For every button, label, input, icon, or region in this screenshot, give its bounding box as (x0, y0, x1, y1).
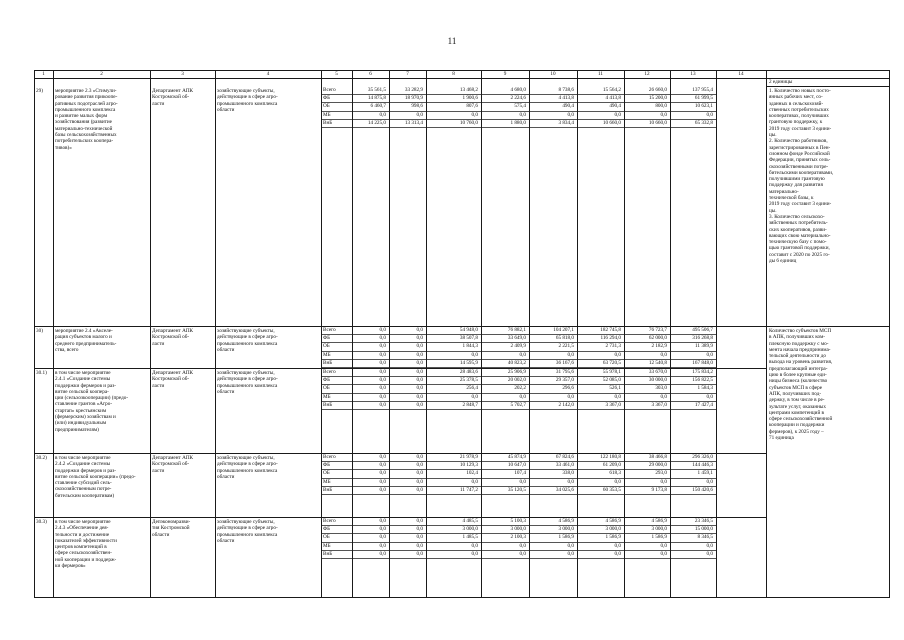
measure-name: в том числе мероприятие 2.4.2 «Создание системы поддержки фермеров и раз- витие сельской кооперации» (предо- ставление субсидий сель- скохозяйственным потре- бительским кооперативам) (55, 455, 136, 499)
amount-cell: 63 720,5 (602, 359, 621, 366)
amount-cell: 0,0 (567, 393, 574, 400)
amount-cell: 55 978,1 (602, 369, 621, 375)
amount-cell: 256,4 (466, 385, 478, 392)
funding-source-label: МБ (323, 351, 331, 358)
indicator-note-border (766, 86, 890, 87)
amount-cell: 495 506,7 (692, 327, 713, 333)
amount-cell: 0,0 (416, 369, 423, 375)
funding-source-label: ОБ (323, 470, 330, 477)
amount-cell: 31 795,6 (555, 369, 574, 375)
measure-name: мероприятие 2.4 «Акселе- рация субъектов малого и среднего предприниматель- ства, всего (55, 328, 117, 353)
amount-cell: 0,0 (379, 542, 386, 549)
funding-source-label: ФБ (323, 95, 331, 102)
table-bottom-border (34, 597, 890, 598)
amount-cell: 1 586,9 (605, 534, 621, 541)
amount-cell: 2 221,5 (558, 343, 574, 350)
amount-cell: 0,0 (519, 393, 526, 400)
amount-cell: 0,0 (379, 462, 386, 469)
amount-cell: 1 584,3 (697, 385, 713, 392)
row-number: 30) (36, 328, 43, 334)
amount-cell: 0,0 (519, 542, 526, 549)
funding-source-label: ВнБ (323, 359, 333, 366)
amount-cell: 76 723,7 (648, 327, 667, 333)
amount-cell: 33 461,0 (555, 462, 574, 469)
amount-cell: 0,0 (614, 550, 621, 557)
amount-cell: 1 586,9 (558, 534, 574, 541)
amount-cell: 575,4 (514, 103, 526, 110)
amount-cell: 2 224,6 (510, 95, 526, 102)
funding-source-label: МБ (323, 393, 331, 400)
amount-cell: 104 207,1 (553, 327, 574, 333)
header-cell: 12 (644, 71, 650, 77)
amount-cell: 0,0 (471, 542, 478, 549)
indicator-note: 2 единицы (769, 79, 793, 85)
amount-cell: 76 882,1 (507, 327, 526, 333)
indicator-text: Количество субъектов МСП в АПК, получивших ком- плексную поддержку с мо- мента начала предпринима- тельской деятельности до выхода на уровень развития, предполагающий интегра- цию в более крупные еди- ницы бизнеса (количество субъектов МСП в сфере АПК, получивших под- держку, в том числе в ре- зультате услуг, оказанных центрами компетенций в сфере сельскохозяйственной кооперации и поддержки фермеров), к 2025 году – 71 единица (769, 328, 833, 442)
executor: Департамент АПК Костромской об- ласти (152, 370, 194, 389)
amount-cell: 13 313,4 (404, 119, 423, 126)
funding-source-label: ВнБ (323, 119, 333, 126)
amount-cell: 0,0 (416, 478, 423, 485)
amount-cell: 0,0 (519, 351, 526, 358)
amount-cell: 0,0 (567, 351, 574, 358)
executor: Департамент АПК Костромской об- ласти (152, 328, 194, 347)
amount-cell: 65 332,8 (694, 119, 713, 126)
amount-cell: 0,0 (567, 550, 574, 557)
amount-cell: 4 586,9 (651, 518, 667, 524)
header-cell: 4 (266, 71, 270, 77)
amount-cell: 490,4 (562, 103, 574, 110)
amount-cell: 0,0 (567, 542, 574, 549)
amount-cell: 3 367,0 (605, 401, 621, 408)
amount-cell: 29 000,0 (648, 462, 667, 469)
column-border (34, 70, 35, 598)
amount-cell: 0,0 (416, 526, 423, 533)
amount-cell: 0,0 (416, 327, 423, 333)
amount-cell: 526,1 (609, 385, 621, 392)
header-cell: 8 (452, 71, 455, 77)
amount-cell: 0,0 (519, 550, 526, 557)
amount-cell: 0,0 (416, 401, 423, 408)
amount-cell: 0,0 (660, 478, 667, 485)
amount-cell: 0,0 (614, 542, 621, 549)
amount-cell: 14 225,0 (367, 119, 386, 126)
participants: хозяйствующие субъекты, действующие в сфере агро- промышленного комплекса области (217, 455, 278, 480)
header-bottom-border (34, 78, 890, 79)
amount-cell: 4 413,8 (558, 95, 574, 102)
amount-cell: 0,0 (416, 377, 423, 384)
amount-cell: 0,0 (379, 534, 386, 541)
amount-cell: 0,0 (416, 550, 423, 557)
header-cell: 7 (406, 71, 409, 77)
amount-cell: 1 900,6 (462, 95, 478, 102)
amount-cell: 1 880,0 (510, 119, 526, 126)
amount-cell: 25 906,9 (507, 369, 526, 375)
header-cell: 9 (503, 71, 507, 77)
amount-cell: 2 848,7 (462, 401, 478, 408)
amount-cell: 807,6 (466, 103, 478, 110)
amount-cell: 3 834,4 (558, 119, 574, 126)
amount-cell: 144 446,3 (692, 462, 713, 469)
amount-cell: 0,0 (379, 111, 386, 118)
amount-cell: 1 586,9 (651, 534, 667, 541)
indicator-text: 1. Количество новых посто- янных рабочих мест, со- зданных в сельскохозяй- ственных потребительских кооперативах, получивших грантовую поддержку, к 2019 году составит 3 едини- цы. 2. Количество работников, зарегистрированных в Пен- сионном фонде Российской Федерации, принятых сель- скохозяйственными потре- бительскими кооперативами, получившими грантовую поддержку для развития материально- технической базы, к 2019 году составит 3 едини- цы. 3. Количество сельскохо- зяйственных потребитель- ских кооперативов, разви- вающих свою материально- техническую базу с помо- щью грантовой поддержки, составит с 2020 по 2025 го- ды 6 единиц (769, 88, 834, 265)
amount-cell: 12 540,8 (648, 359, 667, 366)
amount-cell: 15 000,0 (694, 526, 713, 533)
amount-cell: 0,0 (471, 351, 478, 358)
amount-cell: 998,6 (411, 103, 423, 110)
participants: хозяйствующие субъекты, действующие в сфере агро- промышленного комплекса области (217, 88, 278, 113)
amount-cell: 14 875,8 (367, 95, 386, 102)
amount-cell: 2 100,3 (510, 534, 526, 541)
amount-cell: 0,0 (416, 534, 423, 541)
amount-cell: 0,0 (379, 377, 386, 384)
funding-source-label: МБ (323, 111, 331, 118)
amount-cell: 0,0 (416, 393, 423, 400)
amount-cell: 0,0 (471, 550, 478, 557)
amount-cell: 4 485,5 (462, 518, 478, 524)
amount-cell: 1 485,5 (462, 534, 478, 541)
amount-cell: 3 000,0 (558, 526, 574, 533)
amount-cell: 0,0 (706, 478, 713, 485)
amount-cell: 5 100,3 (510, 518, 526, 524)
page-number: 11 (447, 36, 457, 46)
amount-cell: 25 378,5 (459, 377, 478, 384)
amount-cell: 0,0 (660, 111, 667, 118)
amount-cell: 137 955,4 (692, 87, 713, 93)
amount-cell: 0,0 (416, 111, 423, 118)
funding-source-label: Всего (323, 87, 336, 93)
header-cell: 5 (335, 71, 338, 77)
amount-cell: 4 586,9 (558, 518, 574, 524)
amount-cell: 0,0 (379, 518, 386, 524)
amount-cell: 0,0 (379, 478, 386, 485)
amount-cell: 0,0 (614, 111, 621, 118)
amount-cell: 33 649,0 (507, 335, 526, 342)
amount-cell: 0,0 (379, 470, 386, 477)
row-number: 30.3) (36, 519, 47, 525)
funding-source-label: Всего (323, 327, 336, 333)
amount-cell: 800,0 (655, 103, 667, 110)
header-cell: 2 (100, 71, 103, 77)
funding-source-label: Всего (323, 454, 336, 460)
amount-cell: 67 824,6 (555, 454, 574, 460)
amount-cell: 0,0 (379, 369, 386, 375)
column-border (352, 70, 353, 598)
amount-cell: 62 000,0 (648, 335, 667, 342)
amount-cell: 167 848,0 (692, 359, 713, 366)
amount-cell: 29 357,0 (555, 377, 574, 384)
funding-source-label: ВнБ (323, 550, 333, 557)
amount-cell: 0,0 (416, 351, 423, 358)
funding-source-label: ВнБ (323, 401, 333, 408)
row-number: 30.1) (36, 370, 47, 376)
amount-cell: 0,0 (614, 351, 621, 358)
amount-cell: 52 085,0 (602, 377, 621, 384)
amount-cell: 2 142,0 (558, 401, 574, 408)
amount-cell: 20 002,0 (507, 377, 526, 384)
header-cell: 13 (690, 71, 696, 77)
amount-cell: 0,0 (614, 393, 621, 400)
amount-cell: 122 180,8 (600, 454, 621, 460)
funding-source-label: Всего (323, 518, 336, 524)
amount-cell: 3 000,0 (605, 526, 621, 533)
amount-cell: 10 660,0 (602, 119, 621, 126)
column-border (321, 70, 322, 598)
executor: Депэкономразви- тия Костромской области (152, 519, 191, 538)
amount-cell: 4 586,9 (605, 518, 621, 524)
amount-cell: 0,0 (660, 393, 667, 400)
funding-source-label: ФБ (323, 335, 331, 342)
amount-cell: 0,0 (416, 542, 423, 549)
amount-cell: 296,6 (562, 385, 574, 392)
source-block-bottom (321, 494, 717, 495)
funding-source-label: ОБ (323, 385, 330, 392)
amount-cell: 14 595,9 (459, 359, 478, 366)
header-cell: 10 (550, 71, 556, 77)
amount-cell: 0,0 (416, 462, 423, 469)
amount-cell: 150 420,6 (692, 486, 713, 493)
amount-cell: 0,0 (379, 401, 386, 408)
row-number: 30.2) (36, 455, 47, 461)
amount-cell: 0,0 (706, 393, 713, 400)
amount-cell: 0,0 (706, 111, 713, 118)
amount-cell: 30 000,0 (648, 377, 667, 384)
amount-cell: 0,0 (379, 385, 386, 392)
amount-cell: 102,4 (466, 470, 478, 477)
amount-cell: 338,0 (562, 470, 574, 477)
amount-cell: 13 468,2 (459, 87, 478, 93)
amount-cell: 0,0 (471, 478, 478, 485)
measure-name: в том числе мероприятие 2.4.1 «Создание системы поддержки фермеров и раз- витие сельской коопера- ции (сельхозкооперации) (предо- ставление грантов «Агро- стартап» крестьянским (фермерским) хозяйствам и (или) индивидуальным предпринимателям) (55, 370, 129, 433)
source-block-bottom (321, 409, 717, 410)
amount-cell: 175 834,2 (692, 369, 713, 375)
amount-cell: 34 025,6 (555, 486, 574, 493)
amount-cell: 3 367,0 (651, 401, 667, 408)
amount-cell: 35 120,5 (507, 486, 526, 493)
header-cell: 1 (42, 71, 45, 77)
amount-cell: 0,0 (416, 518, 423, 524)
amount-cell: 1 844,3 (462, 343, 478, 350)
column-border (529, 70, 530, 598)
amount-cell: 11 389,9 (695, 343, 713, 350)
amount-cell: 490,4 (609, 103, 621, 110)
funding-source-label: ВнБ (323, 486, 333, 493)
column-border (670, 70, 671, 598)
funding-source-label: ОБ (323, 103, 330, 110)
amount-cell: 0,0 (614, 478, 621, 485)
amount-cell: 40 823,2 (507, 359, 526, 366)
amount-cell: 15 564,2 (602, 87, 621, 93)
funding-source-label: ФБ (323, 462, 331, 469)
amount-cell: 4 413,8 (605, 95, 621, 102)
funding-source-label: МБ (323, 542, 331, 549)
funding-source-label: МБ (323, 478, 331, 485)
amount-cell: 10 623,1 (694, 103, 713, 110)
amount-cell: 296 326,0 (692, 454, 713, 460)
amount-cell: 10 129,3 (459, 462, 478, 469)
amount-cell: 10 660,0 (648, 119, 667, 126)
header-cell: 11 (598, 71, 603, 77)
amount-cell: 60 353,5 (602, 486, 621, 493)
participants: хозяйствующие субъекты, действующие в сфере агро- промышленного комплекса области (217, 370, 278, 395)
participants: хозяйствующие субъекты, действующие в сфере агро- промышленного комплекса области (217, 519, 278, 544)
amount-cell: 0,0 (416, 470, 423, 477)
amount-cell: 0,0 (379, 486, 386, 493)
amount-cell: 26 660,0 (648, 87, 667, 93)
amount-cell: 316 268,8 (692, 335, 713, 342)
amount-cell: 0,0 (706, 550, 713, 557)
amount-cell: 0,0 (379, 351, 386, 358)
executor: Департамент АПК Костромской об- ласти (152, 88, 194, 107)
amount-cell: 21 978,9 (459, 454, 478, 460)
amount-cell: 0,0 (379, 454, 386, 460)
column-border (889, 70, 890, 598)
amount-cell: 293,0 (655, 470, 667, 477)
amount-cell: 0,0 (379, 335, 386, 342)
amount-cell: 0,0 (519, 111, 526, 118)
amount-cell: 0,0 (706, 351, 713, 358)
column-border (215, 70, 216, 598)
column-border (766, 70, 767, 598)
amount-cell: 0,0 (416, 454, 423, 460)
amount-cell: 23 346,5 (694, 518, 713, 524)
header-cell: 6 (369, 71, 372, 77)
amount-cell: 0,0 (660, 351, 667, 358)
column-border (624, 70, 625, 598)
row-number: 29) (36, 88, 43, 94)
measure-name: в том числе мероприятие 2.4.3 «Обеспечение дея- тельности и достижение показателей эффективности центров компетенций в сфере сельскохозяйствен- ной кооперации и поддерж- ки фермеров» (55, 519, 117, 570)
funding-source-label: Всего (323, 369, 336, 375)
funding-source-label: ФБ (323, 377, 331, 384)
amount-cell: 36 167,6 (555, 359, 574, 366)
amount-cell: 10 647,0 (507, 462, 526, 469)
amount-cell: 18 970,9 (404, 95, 423, 102)
amount-cell: 65 818,0 (555, 335, 574, 342)
amount-cell: 15 200,0 (648, 95, 667, 102)
amount-cell: 0,0 (706, 542, 713, 549)
amount-cell: 156 822,5 (692, 377, 713, 384)
amount-cell: 6 460,7 (370, 103, 386, 110)
measure-name: мероприятие 2.3 «Стимули- рование развития прикоопе- ративных подотраслей агро- промышленного комплекса и развитие малых форм хозяйствования (развитие материально-технической базы сельскохозяйственных потребительских коопера- тивов)» (55, 88, 118, 151)
amount-cell: 0,0 (416, 359, 423, 366)
amount-cell: 1 459,1 (697, 470, 713, 477)
amount-cell: 54 948,0 (459, 327, 478, 333)
amount-cell: 8 346,5 (697, 534, 713, 541)
amount-cell: 2 409,9 (510, 343, 526, 350)
amount-cell: 4 680,0 (510, 87, 526, 93)
amount-cell: 9 173,8 (651, 486, 667, 493)
amount-cell: 33 670,0 (648, 369, 667, 375)
source-block-bottom (321, 558, 717, 559)
amount-cell: 0,0 (416, 343, 423, 350)
funding-source-label: ОБ (323, 534, 330, 541)
column-border (481, 70, 482, 598)
amount-cell: 35 561,5 (367, 87, 386, 93)
amount-cell: 3 000,0 (462, 526, 478, 533)
column-border (150, 70, 151, 598)
amount-cell: 0,0 (416, 486, 423, 493)
amount-cell: 0,0 (416, 385, 423, 392)
participants: хозяйствующие субъекты, действующие в сфере агро- промышленного комплекса области (217, 328, 278, 353)
amount-cell: 2 182,9 (651, 343, 667, 350)
amount-cell: 5 702,7 (510, 401, 526, 408)
amount-cell: 3 000,0 (510, 526, 526, 533)
funding-source-label: ОБ (323, 343, 330, 350)
amount-cell: 38 466,8 (648, 454, 667, 460)
amount-cell: 10 760,0 (459, 119, 478, 126)
amount-cell: 11 747,2 (460, 486, 478, 493)
amount-cell: 45 874,9 (507, 454, 526, 460)
column-border (716, 70, 717, 598)
amount-cell: 116 294,0 (600, 335, 621, 342)
amount-cell: 3 000,0 (651, 526, 667, 533)
amount-cell: 33 282,9 (404, 87, 423, 93)
amount-cell: 0,0 (379, 327, 386, 333)
amount-cell: 0,0 (567, 478, 574, 485)
amount-cell: 182 745,8 (600, 327, 621, 333)
source-block-bottom (321, 127, 717, 128)
amount-cell: 38 507,8 (459, 335, 478, 342)
funding-source-label: ФБ (323, 526, 331, 533)
amount-cell: 17 427,4 (694, 401, 713, 408)
amount-cell: 107,4 (514, 470, 526, 477)
column-border (389, 70, 390, 598)
header-cell: 14 (738, 71, 744, 77)
amount-cell: 28 483,6 (459, 369, 478, 375)
amount-cell: 61 209,0 (602, 462, 621, 469)
amount-cell: 61 999,5 (694, 95, 713, 102)
amount-cell: 0,0 (660, 542, 667, 549)
amount-cell: 618,3 (609, 470, 621, 477)
amount-cell: 0,0 (471, 111, 478, 118)
amount-cell: 8 738,6 (558, 87, 574, 93)
column-border (53, 70, 54, 598)
amount-cell: 0,0 (379, 359, 386, 366)
amount-cell: 0,0 (567, 111, 574, 118)
amount-cell: 0,0 (379, 343, 386, 350)
amount-cell: 303,0 (655, 385, 667, 392)
amount-cell: 202,2 (514, 385, 526, 392)
amount-cell: 0,0 (416, 335, 423, 342)
amount-cell: 0,0 (519, 478, 526, 485)
amount-cell: 0,0 (379, 393, 386, 400)
amount-cell: 0,0 (660, 550, 667, 557)
amount-cell: 0,0 (379, 550, 386, 557)
amount-cell: 0,0 (379, 526, 386, 533)
executor: Департамент АПК Костромской об- ласти (152, 455, 194, 474)
amount-cell: 2 731,3 (605, 343, 621, 350)
column-border (577, 70, 578, 598)
amount-cell: 0,0 (471, 393, 478, 400)
column-border (426, 70, 427, 598)
header-cell: 3 (181, 71, 184, 77)
